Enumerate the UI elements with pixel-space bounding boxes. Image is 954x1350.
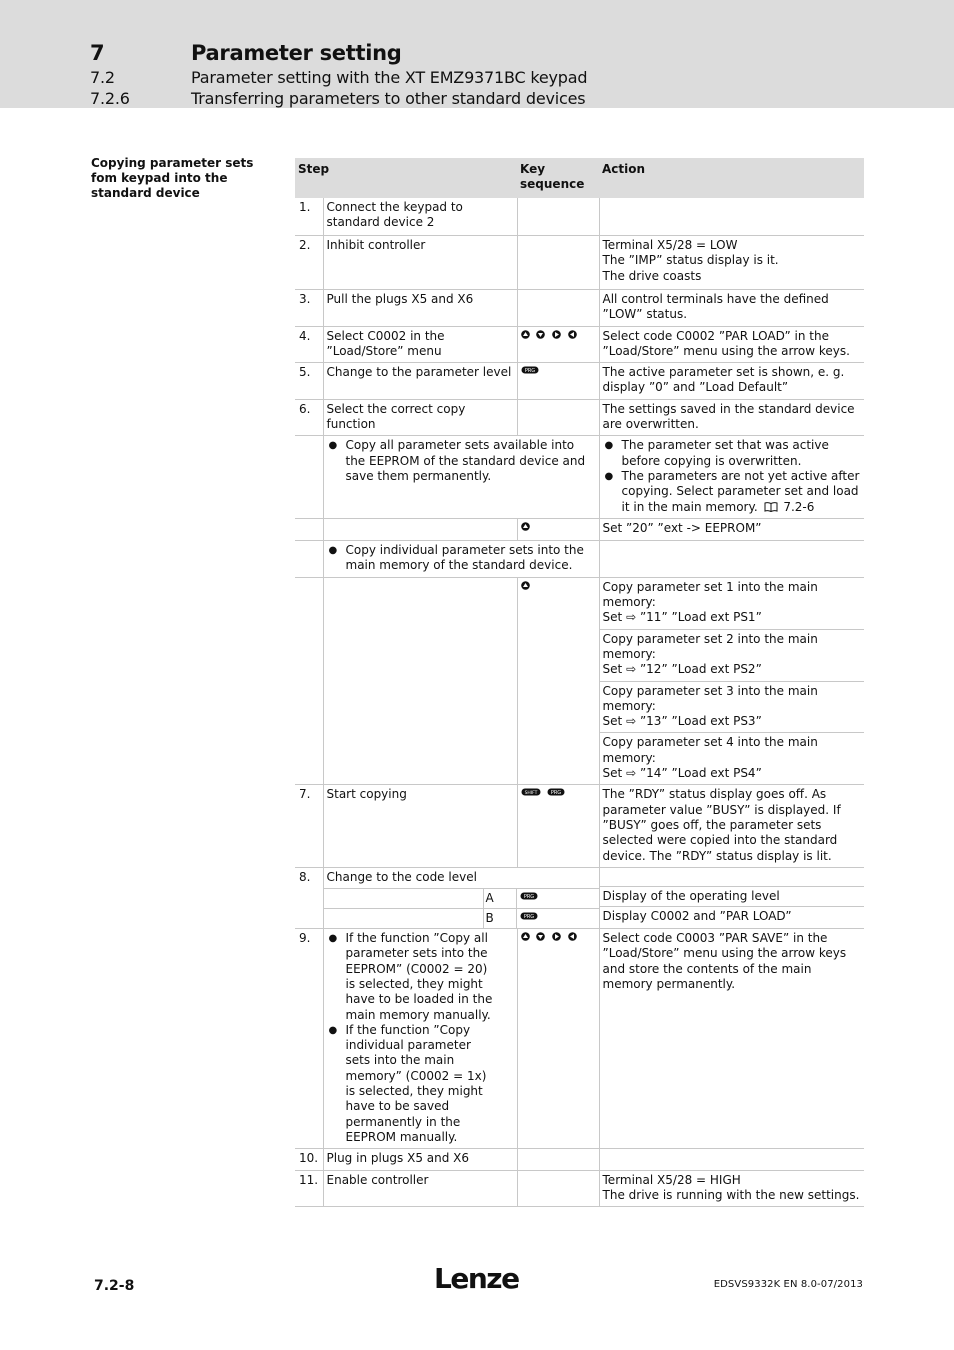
step-text: Select the correct copy function [323,399,517,436]
action-cell [599,436,864,518]
bullet-item: ● The parameter set that was active before copying is overwritten. [603,438,862,469]
arrow-left-key-icon [568,330,577,339]
page-number: 7.2-8 [94,1278,135,1294]
step-number: 11. [295,1170,323,1207]
action-cell [599,1170,864,1207]
lenze-logo: Lenze [434,1262,519,1295]
step-number: 4. [295,326,323,363]
arrow-up-key-icon [521,932,530,941]
bullet-cell [323,929,517,1149]
prg-key-icon [520,912,538,920]
svg-text:PRG: PRG [524,368,535,375]
step-text: Connect the keypad to standard device 2 [323,198,517,236]
key-cell [517,518,599,540]
table-header-row [295,158,864,198]
table-row [295,198,864,236]
header-key-sequence: Key sequence [517,158,599,198]
svg-text:PRG: PRG [551,790,562,797]
table-row [295,436,864,518]
action-block: Copy parameter set 4 into the main memory: Set ⇨ ”14” ”Load ext PS4” [602,735,818,781]
table-row [295,1170,864,1207]
table-row [295,399,864,436]
header-step: Step [295,158,517,198]
step-text: Plug in plugs X5 and X6 [323,1149,517,1170]
bullet-item: ● Copy all parameter sets available into the EEPROM of the standard device and save them permanently. [327,438,596,484]
step-number: 8. [295,867,323,928]
procedure-table [295,158,864,1207]
step-text: Change to the code level [324,868,599,889]
page-reference: 7.2-6 [783,499,815,514]
action-cell: The ”RDY” status display goes off. As parameter value ”BUSY” is displayed. If ”BUSY” goes off, the parameter sets selected were copied into the standard device. The ”RDY” status display is lit. [599,785,864,867]
margin-heading: Copying parameter sets fom keypad into the standard device [91,156,254,200]
key-cell [517,399,599,436]
step-number: 10. [295,1149,323,1170]
section-title: Parameter setting with the XT EMZ9371BC keypad [191,68,588,87]
arrow-left-key-icon [568,932,577,941]
table-row [295,541,864,578]
key-cell [517,236,599,290]
table-row [295,236,864,290]
prg-key-icon [547,788,565,796]
chapter-number: 7 [90,41,105,65]
svg-text:PRG: PRG [523,894,534,901]
key-cell [517,577,599,785]
arrow-up-key-icon [521,330,530,339]
action-cell: The active parameter set is shown, e. g. display ”0” and ”Load Default” [599,363,864,400]
key-sequence-arrows [517,326,599,363]
action-cell [599,577,864,785]
bullet-item: ● If the function ”Copy individual parameter sets into the main memory” (C0002 = 1x) is selected, they might have to be saved permanently in the EEPROM manually. [327,1023,499,1145]
bullet-item: ● The parameters are not yet active after copying. Select parameter set and load it in the main memory. 7.2-6 [603,469,862,515]
bullet-item: ● Copy individual parameter sets into the main memory of the standard device. [327,543,596,574]
subsection-number: 7.2.6 [90,89,130,108]
sub-step-label: B [484,909,517,928]
action-cell [599,236,864,290]
action-line: The ”IMP” status display is it. [602,253,779,268]
step-text: Start copying [323,785,517,867]
table-row [295,929,864,1149]
action-cell [599,867,864,928]
action-line: Terminal X5/28 = LOW [602,238,738,252]
key-sequence-arrows [517,929,599,1149]
table-row [295,326,864,363]
document-id: EDSVS9332K EN 8.0-07/2013 [713,1279,863,1290]
action-line: Display of the operating level [600,887,865,907]
step-text: Change to the parameter level [323,363,517,400]
action-cell: The settings saved in the standard device are overwritten. [599,399,864,436]
prg-key-icon [520,892,538,900]
subsection-title: Transferring parameters to other standard devices [191,89,586,108]
arrow-right-key-icon [552,330,561,339]
arrow-right-icon: ⇨ [626,714,637,729]
step-number: 3. [295,290,323,327]
action-line: Display C0002 and ”PAR LOAD” [602,908,792,923]
arrow-right-icon: ⇨ [626,662,637,677]
arrow-down-key-icon [536,932,545,941]
action-line: Terminal X5/28 = HIGH [602,1172,741,1187]
table-row [295,785,864,867]
step-number: 2. [295,236,323,290]
arrow-down-key-icon [536,330,545,339]
step-cell [323,867,599,928]
key-cell [517,1149,599,1170]
table-row [295,363,864,400]
prg-key-icon [521,366,539,374]
table-row [295,290,864,327]
step-text: Inhibit controller [323,236,517,290]
table-row [295,518,864,540]
action-block: Copy parameter set 1 into the main memory: Set ⇨ ”11” ”Load ext PS1” [600,578,865,630]
section-number: 7.2 [90,68,115,87]
step-text: Select C0002 in the ”Load/Store” menu [323,326,517,363]
bullet-cell [323,541,599,578]
action-line: The drive coasts [602,268,702,283]
key-cell [517,785,599,867]
book-reference-icon [764,501,778,512]
svg-text:PRG: PRG [523,914,534,921]
arrow-right-icon: ⇨ [626,610,637,625]
action-cell: All control terminals have the defined ”LOW” status. [599,290,864,327]
sub-step-label: A [484,889,517,908]
arrow-up-key-icon [521,522,530,531]
arrow-up-key-icon [521,581,530,590]
chapter-title: Parameter setting [191,41,402,65]
table-row [295,577,864,785]
shift-key-icon [521,788,541,796]
step-text: Enable controller [323,1170,517,1207]
chapter-header [0,0,954,108]
table-row [295,1149,864,1170]
action-cell [599,1149,864,1170]
action-cell [599,198,864,236]
action-cell: Set ”20” ”ext -> EEPROM” [599,518,864,540]
step-number: 7. [295,785,323,867]
svg-text:SHIFT: SHIFT [524,791,537,797]
key-cell [517,198,599,236]
step-number: 5. [295,363,323,400]
arrow-right-icon: ⇨ [626,766,637,781]
bullet-cell [323,436,599,518]
action-line: The drive is running with the new settings. [602,1187,860,1202]
key-cell [517,363,599,400]
header-action: Action [599,158,864,198]
step-number: 6. [295,399,323,436]
step-number: 9. [295,929,323,1149]
step-text: Pull the plugs X5 and X6 [323,290,517,327]
bullet-item: ● If the function ”Copy all parameter sets into the EEPROM” (C0002 = 20) is selected, they might have to be loaded in the main memory manually. [327,931,499,1023]
key-cell [517,1170,599,1207]
table-row [295,867,864,928]
action-cell: Select code C0002 ”PAR LOAD” in the ”Load/Store” menu using the arrow keys. [599,326,864,363]
step-number: 1. [295,198,323,236]
arrow-right-key-icon [552,932,561,941]
action-block: Copy parameter set 2 into the main memory: Set ⇨ ”12” ”Load ext PS2” [600,630,865,682]
action-cell: Select code C0003 ”PAR SAVE” in the ”Load/Store” menu using the arrow keys and store the contents of the main memory permanently. [599,929,864,1149]
key-cell [517,290,599,327]
action-block: Copy parameter set 3 into the main memory: Set ⇨ ”13” ”Load ext PS3” [600,682,865,734]
